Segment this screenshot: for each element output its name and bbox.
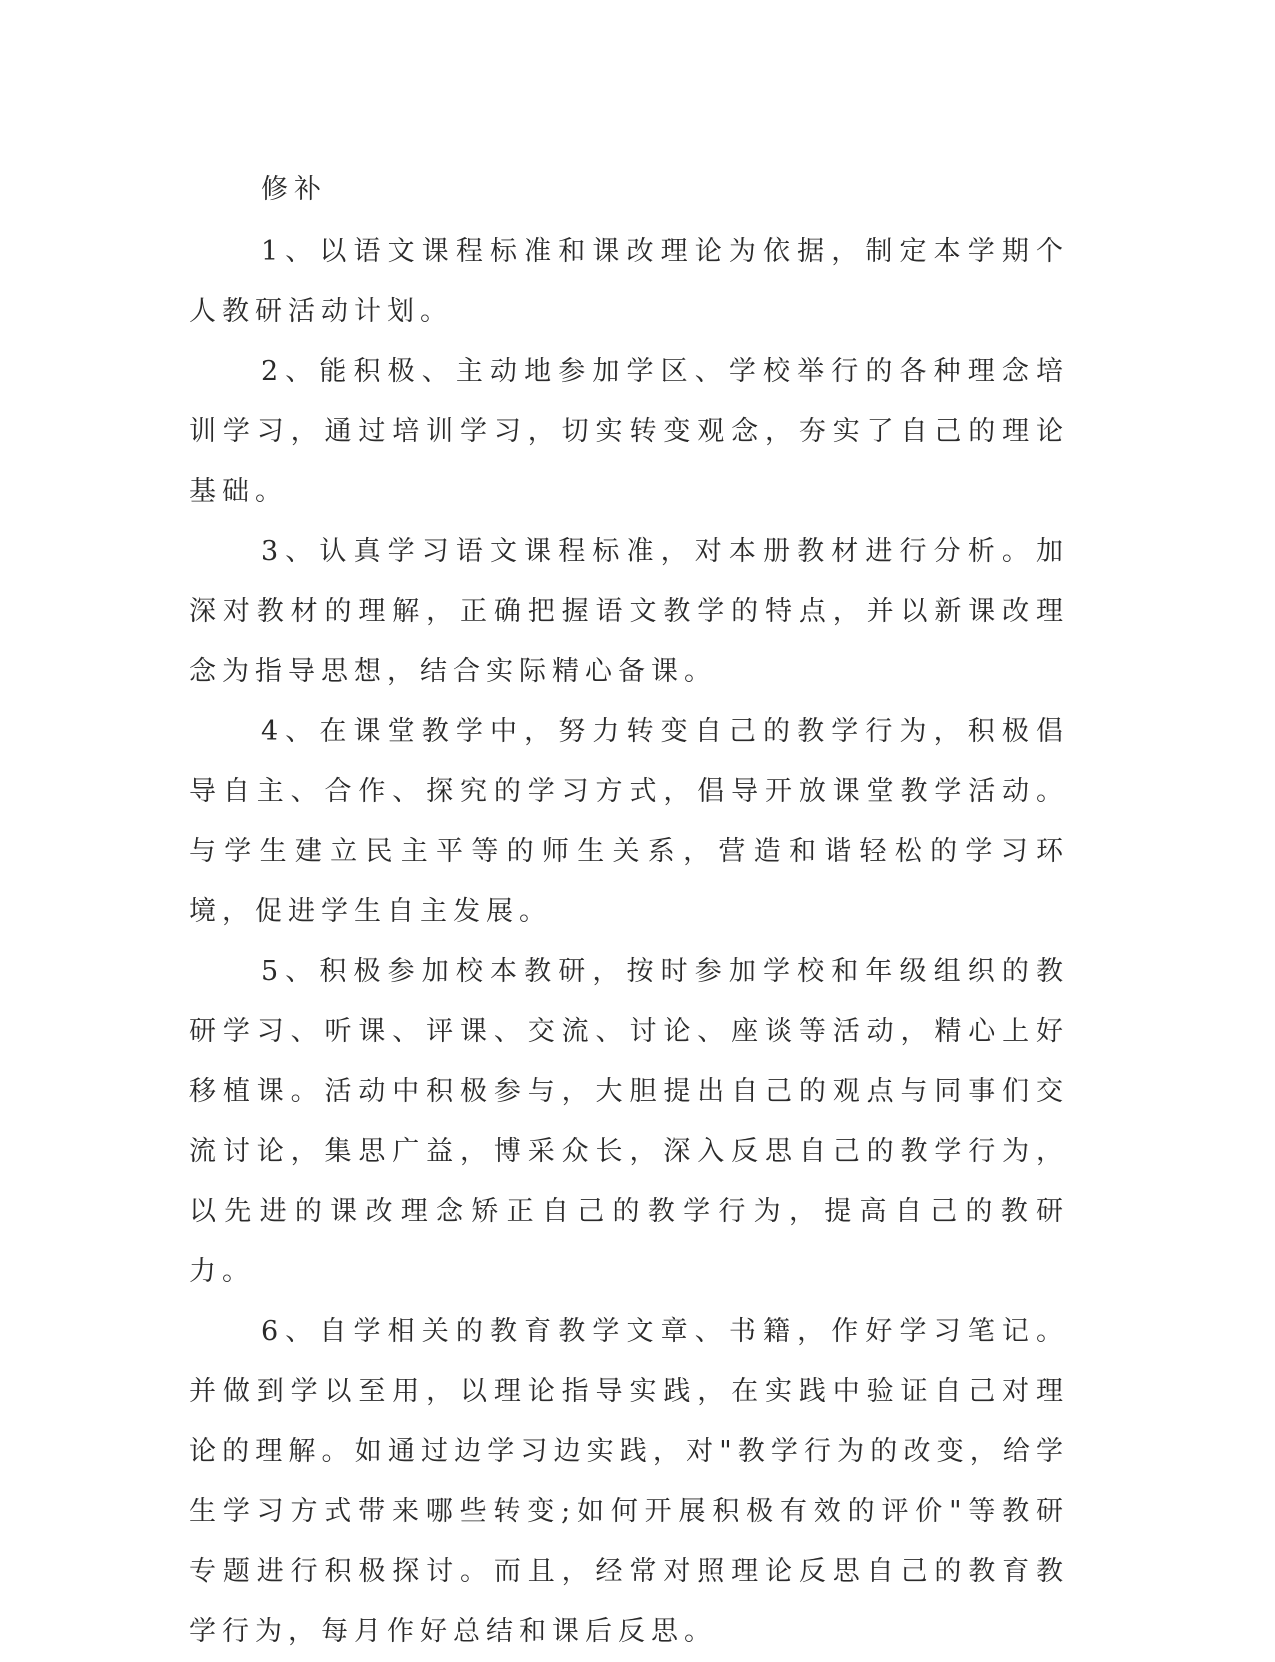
paragraph-1: 1、以语文课程标准和课改理论为依据，制定本学期个人教研活动计划。 — [189, 236, 1069, 327]
paragraph-4: 4、在课堂教学中，努力转变自己的教学行为，积极倡导自主、合作、探究的学习方式，倡导开放课堂教学活动。与学生建立民主平等的师生关系，营造和谐轻松的学习环境，促进学生自主发展。 — [189, 716, 1069, 927]
paragraph-5: 5、积极参加校本教研，按时参加学校和年级组织的教研学习、听课、评课、交流、讨论、座谈等活动，精心上好移植课。活动中积极参与，大胆提出自己的观点与同事们交流讨论，集思广益，博采众长，深入反思自己的教学行为，以先进的课改理念矫正自己的教学行为，提高自己的教研力。 — [189, 956, 1069, 1287]
document-body — [189, 158, 1069, 1662]
paragraph-6: 6、自学相关的教育教学文章、书籍，作好学习笔记。并做到学以至用，以理论指导实践，在实践中验证自己对理论的理解。如通过边学习边实践，对"教学行为的改变，给学生学习方式带来哪些转变;如何开展积极有效的评价"等教研专题进行积极探讨。而且，经常对照理论反思自己的教育教学行为，每月作好总结和课后反思。 — [189, 1316, 1069, 1647]
paragraph-3: 3、认真学习语文课程标准，对本册教材进行分析。加深对教材的理解，正确把握语文教学的特点，并以新课改理念为指导思想，结合实际精心备课。 — [189, 536, 1069, 687]
section-heading: 修补 — [261, 174, 327, 205]
paragraph-2: 2、能积极、主动地参加学区、学校举行的各种理念培训学习，通过培训学习，切实转变观念，夯实了自己的理论基础。 — [189, 356, 1069, 507]
